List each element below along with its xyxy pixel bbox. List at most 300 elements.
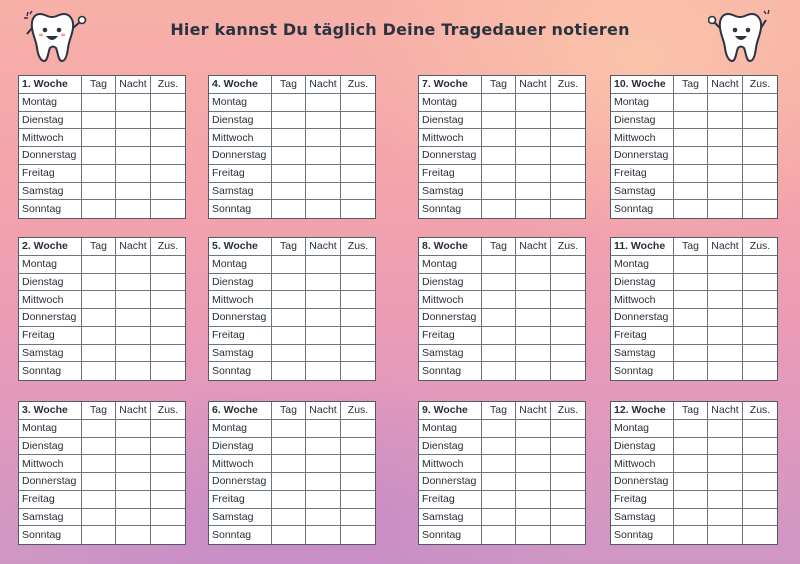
entry-cell[interactable] [743,147,777,165]
entry-cell[interactable] [551,183,585,201]
entry-cell[interactable] [341,438,375,456]
entry-cell[interactable] [482,473,516,491]
entry-cell[interactable] [551,327,585,345]
entry-cell[interactable] [674,291,708,309]
entry-cell[interactable] [82,327,116,345]
day-label: Mittwoch [611,455,674,473]
entry-cell[interactable] [516,165,551,183]
entry-cell[interactable] [272,362,306,380]
entry-cell[interactable] [341,309,375,327]
column-header: Tag [272,402,306,420]
entry-cell[interactable] [82,438,116,456]
entry-cell[interactable] [341,526,375,544]
entry-cell[interactable] [674,147,708,165]
entry-cell[interactable] [551,509,585,527]
entry-cell[interactable] [516,256,551,274]
entry-cell[interactable] [674,309,708,327]
entry-cell[interactable] [482,526,516,544]
entry-cell[interactable] [272,420,306,438]
entry-cell[interactable] [551,94,585,112]
entry-cell[interactable] [272,509,306,527]
day-label: Freitag [419,327,482,345]
day-label: Freitag [19,327,82,345]
entry-cell[interactable] [708,291,743,309]
entry-cell[interactable] [516,94,551,112]
entry-cell[interactable] [272,256,306,274]
entry-cell[interactable] [341,455,375,473]
day-label: Sonntag [19,362,82,380]
entry-cell[interactable] [116,291,151,309]
entry-cell[interactable] [516,183,551,201]
entry-cell[interactable] [272,309,306,327]
entry-cell[interactable] [516,455,551,473]
entry-cell[interactable] [551,420,585,438]
entry-cell[interactable] [82,345,116,363]
column-header: Tag [82,402,116,420]
entry-cell[interactable] [482,345,516,363]
entry-cell[interactable] [674,112,708,130]
entry-cell[interactable] [743,129,777,147]
column-header: Zus. [551,402,585,420]
entry-cell[interactable] [82,94,116,112]
entry-cell[interactable] [743,327,777,345]
entry-cell[interactable] [551,165,585,183]
entry-cell[interactable] [116,327,151,345]
entry-cell[interactable] [708,438,743,456]
entry-cell[interactable] [674,274,708,292]
entry-cell[interactable] [516,362,551,380]
day-label: Donnerstag [209,473,272,491]
entry-cell[interactable] [341,200,375,218]
entry-cell[interactable] [306,256,341,274]
entry-cell[interactable] [708,165,743,183]
day-label: Freitag [611,327,674,345]
entry-cell[interactable] [151,526,185,544]
entry-cell[interactable] [482,309,516,327]
entry-cell[interactable] [116,526,151,544]
entry-cell[interactable] [151,112,185,130]
column-header: Tag [482,402,516,420]
entry-cell[interactable] [306,345,341,363]
entry-cell[interactable] [743,183,777,201]
day-label: Samstag [419,183,482,201]
entry-cell[interactable] [482,256,516,274]
entry-cell[interactable] [272,327,306,345]
column-header: Zus. [151,402,185,420]
entry-cell[interactable] [341,327,375,345]
entry-cell[interactable] [272,165,306,183]
day-label: Samstag [19,509,82,527]
entry-cell[interactable] [674,94,708,112]
entry-cell[interactable] [272,94,306,112]
entry-cell[interactable] [516,345,551,363]
entry-cell[interactable] [82,455,116,473]
entry-cell[interactable] [116,183,151,201]
entry-cell[interactable] [151,183,185,201]
entry-cell[interactable] [516,200,551,218]
column-header: Nacht [116,402,151,420]
entry-cell[interactable] [341,491,375,509]
entry-cell[interactable] [272,147,306,165]
entry-cell[interactable] [708,491,743,509]
entry-cell[interactable] [482,129,516,147]
entry-cell[interactable] [116,473,151,491]
entry-cell[interactable] [743,200,777,218]
entry-cell[interactable] [306,129,341,147]
entry-cell[interactable] [674,183,708,201]
week-table [18,75,186,219]
entry-cell[interactable] [551,455,585,473]
entry-cell[interactable] [708,112,743,130]
entry-cell[interactable] [272,438,306,456]
entry-cell[interactable] [116,112,151,130]
entry-cell[interactable] [743,473,777,491]
entry-cell[interactable] [516,473,551,491]
entry-cell[interactable] [708,473,743,491]
entry-cell[interactable] [551,473,585,491]
entry-cell[interactable] [116,200,151,218]
week-label: 2. Woche [19,238,82,256]
entry-cell[interactable] [82,274,116,292]
entry-cell[interactable] [743,455,777,473]
day-label: Dienstag [611,112,674,130]
entry-cell[interactable] [151,455,185,473]
entry-cell[interactable] [341,256,375,274]
entry-cell[interactable] [272,291,306,309]
entry-cell[interactable] [674,455,708,473]
day-label: Donnerstag [611,309,674,327]
entry-cell[interactable] [674,129,708,147]
day-label: Freitag [19,491,82,509]
day-label: Samstag [209,183,272,201]
entry-cell[interactable] [551,309,585,327]
entry-cell[interactable] [708,200,743,218]
entry-cell[interactable] [551,438,585,456]
day-label: Donnerstag [419,473,482,491]
entry-cell[interactable] [306,362,341,380]
entry-cell[interactable] [708,274,743,292]
entry-cell[interactable] [708,526,743,544]
entry-cell[interactable] [151,327,185,345]
entry-cell[interactable] [116,274,151,292]
entry-cell[interactable] [708,309,743,327]
entry-cell[interactable] [708,362,743,380]
entry-cell[interactable] [151,509,185,527]
entry-cell[interactable] [516,509,551,527]
entry-cell[interactable] [674,345,708,363]
entry-cell[interactable] [708,509,743,527]
day-label: Samstag [209,345,272,363]
entry-cell[interactable] [151,291,185,309]
entry-cell[interactable] [708,256,743,274]
entry-cell[interactable] [482,274,516,292]
entry-cell[interactable] [116,345,151,363]
entry-cell[interactable] [482,438,516,456]
entry-cell[interactable] [341,362,375,380]
entry-cell[interactable] [82,362,116,380]
entry-cell[interactable] [482,327,516,345]
entry-cell[interactable] [306,183,341,201]
entry-cell[interactable] [674,256,708,274]
entry-cell[interactable] [341,345,375,363]
entry-cell[interactable] [341,291,375,309]
entry-cell[interactable] [516,291,551,309]
entry-cell[interactable] [516,309,551,327]
entry-cell[interactable] [743,165,777,183]
entry-cell[interactable] [674,509,708,527]
day-label: Montag [419,94,482,112]
entry-cell[interactable] [482,183,516,201]
day-label: Mittwoch [19,291,82,309]
entry-cell[interactable] [82,183,116,201]
entry-cell[interactable] [482,455,516,473]
week-label: 7. Woche [419,76,482,94]
entry-cell[interactable] [82,509,116,527]
entry-cell[interactable] [272,526,306,544]
entry-cell[interactable] [551,129,585,147]
entry-cell[interactable] [551,362,585,380]
entry-cell[interactable] [306,491,341,509]
entry-cell[interactable] [82,147,116,165]
entry-cell[interactable] [306,165,341,183]
entry-cell[interactable] [482,291,516,309]
entry-cell[interactable] [82,256,116,274]
entry-cell[interactable] [743,362,777,380]
entry-cell[interactable] [551,274,585,292]
entry-cell[interactable] [516,274,551,292]
entry-cell[interactable] [116,165,151,183]
entry-cell[interactable] [674,473,708,491]
entry-cell[interactable] [272,491,306,509]
entry-cell[interactable] [743,491,777,509]
entry-cell[interactable] [708,455,743,473]
entry-cell[interactable] [151,473,185,491]
entry-cell[interactable] [306,200,341,218]
entry-cell[interactable] [743,420,777,438]
entry-cell[interactable] [674,438,708,456]
entry-cell[interactable] [743,291,777,309]
entry-cell[interactable] [151,200,185,218]
entry-cell[interactable] [743,94,777,112]
entry-cell[interactable] [341,147,375,165]
entry-cell[interactable] [551,345,585,363]
entry-cell[interactable] [516,112,551,130]
entry-cell[interactable] [708,183,743,201]
entry-cell[interactable] [708,345,743,363]
entry-cell[interactable] [341,129,375,147]
entry-cell[interactable] [116,420,151,438]
entry-cell[interactable] [341,473,375,491]
entry-cell[interactable] [482,94,516,112]
entry-cell[interactable] [708,327,743,345]
entry-cell[interactable] [341,94,375,112]
entry-cell[interactable] [551,112,585,130]
entry-cell[interactable] [482,362,516,380]
week-label: 10. Woche [611,76,674,94]
entry-cell[interactable] [743,274,777,292]
entry-cell[interactable] [151,309,185,327]
week-table [208,75,376,219]
column-header: Nacht [306,238,341,256]
entry-cell[interactable] [151,491,185,509]
day-label: Montag [19,256,82,274]
entry-cell[interactable] [516,327,551,345]
entry-cell[interactable] [272,345,306,363]
entry-cell[interactable] [306,438,341,456]
entry-cell[interactable] [82,309,116,327]
day-label: Samstag [19,183,82,201]
entry-cell[interactable] [306,274,341,292]
entry-cell[interactable] [116,129,151,147]
entry-cell[interactable] [341,183,375,201]
column-header: Zus. [743,76,777,94]
entry-cell[interactable] [516,526,551,544]
entry-cell[interactable] [708,420,743,438]
entry-cell[interactable] [482,147,516,165]
entry-cell[interactable] [272,455,306,473]
entry-cell[interactable] [306,327,341,345]
entry-cell[interactable] [116,509,151,527]
entry-cell[interactable] [674,491,708,509]
day-label: Montag [419,256,482,274]
entry-cell[interactable] [516,491,551,509]
entry-cell[interactable] [116,491,151,509]
entry-cell[interactable] [272,274,306,292]
day-label: Sonntag [19,200,82,218]
entry-cell[interactable] [272,112,306,130]
entry-cell[interactable] [306,455,341,473]
entry-cell[interactable] [551,491,585,509]
entry-cell[interactable] [743,256,777,274]
column-header: Tag [482,238,516,256]
entry-cell[interactable] [482,491,516,509]
column-header: Tag [482,76,516,94]
entry-cell[interactable] [551,256,585,274]
entry-cell[interactable] [272,200,306,218]
entry-cell[interactable] [82,129,116,147]
entry-cell[interactable] [151,362,185,380]
entry-cell[interactable] [674,165,708,183]
column-header: Tag [674,402,708,420]
entry-cell[interactable] [306,420,341,438]
column-header: Zus. [151,238,185,256]
entry-cell[interactable] [674,526,708,544]
entry-cell[interactable] [674,200,708,218]
entry-cell[interactable] [151,165,185,183]
day-label: Dienstag [209,112,272,130]
entry-cell[interactable] [272,473,306,491]
entry-cell[interactable] [482,509,516,527]
entry-cell[interactable] [151,256,185,274]
entry-cell[interactable] [82,473,116,491]
entry-cell[interactable] [708,129,743,147]
entry-cell[interactable] [341,112,375,130]
entry-cell[interactable] [306,309,341,327]
entry-cell[interactable] [674,327,708,345]
entry-cell[interactable] [116,147,151,165]
entry-cell[interactable] [151,438,185,456]
day-label: Donnerstag [19,309,82,327]
day-label: Donnerstag [611,147,674,165]
entry-cell[interactable] [151,147,185,165]
entry-cell[interactable] [708,147,743,165]
entry-cell[interactable] [151,274,185,292]
entry-cell[interactable] [306,473,341,491]
entry-cell[interactable] [151,420,185,438]
week-label: 3. Woche [19,402,82,420]
week-label: 9. Woche [419,402,482,420]
day-label: Mittwoch [611,291,674,309]
day-label: Montag [19,420,82,438]
entry-cell[interactable] [551,526,585,544]
entry-cell[interactable] [272,129,306,147]
entry-cell[interactable] [743,438,777,456]
entry-cell[interactable] [516,129,551,147]
entry-cell[interactable] [516,147,551,165]
entry-cell[interactable] [516,438,551,456]
entry-cell[interactable] [708,94,743,112]
entry-cell[interactable] [306,526,341,544]
entry-cell[interactable] [743,112,777,130]
entry-cell[interactable] [82,165,116,183]
entry-cell[interactable] [482,165,516,183]
entry-cell[interactable] [674,362,708,380]
entry-cell[interactable] [743,309,777,327]
entry-cell[interactable] [674,420,708,438]
page-title: Hier kannst Du täglich Deine Tragedauer notieren [170,20,630,39]
entry-cell[interactable] [116,94,151,112]
entry-cell[interactable] [306,112,341,130]
entry-cell[interactable] [341,420,375,438]
entry-cell[interactable] [116,362,151,380]
entry-cell[interactable] [116,455,151,473]
entry-cell[interactable] [551,200,585,218]
entry-cell[interactable] [82,112,116,130]
entry-cell[interactable] [306,94,341,112]
entry-cell[interactable] [116,256,151,274]
entry-cell[interactable] [551,291,585,309]
entry-cell[interactable] [82,291,116,309]
entry-cell[interactable] [341,509,375,527]
entry-cell[interactable] [341,165,375,183]
entry-cell[interactable] [743,509,777,527]
entry-cell[interactable] [551,147,585,165]
entry-cell[interactable] [116,309,151,327]
day-label: Donnerstag [209,147,272,165]
entry-cell[interactable] [482,112,516,130]
entry-cell[interactable] [306,291,341,309]
entry-cell[interactable] [151,345,185,363]
entry-cell[interactable] [82,491,116,509]
column-header: Nacht [516,238,551,256]
entry-cell[interactable] [743,345,777,363]
entry-cell[interactable] [82,526,116,544]
entry-cell[interactable] [151,94,185,112]
entry-cell[interactable] [82,420,116,438]
entry-cell[interactable] [82,200,116,218]
entry-cell[interactable] [341,274,375,292]
entry-cell[interactable] [516,420,551,438]
entry-cell[interactable] [482,420,516,438]
entry-cell[interactable] [743,526,777,544]
day-label: Mittwoch [419,291,482,309]
entry-cell[interactable] [116,438,151,456]
entry-cell[interactable] [272,183,306,201]
entry-cell[interactable] [151,129,185,147]
entry-cell[interactable] [306,509,341,527]
entry-cell[interactable] [482,200,516,218]
entry-cell[interactable] [306,147,341,165]
